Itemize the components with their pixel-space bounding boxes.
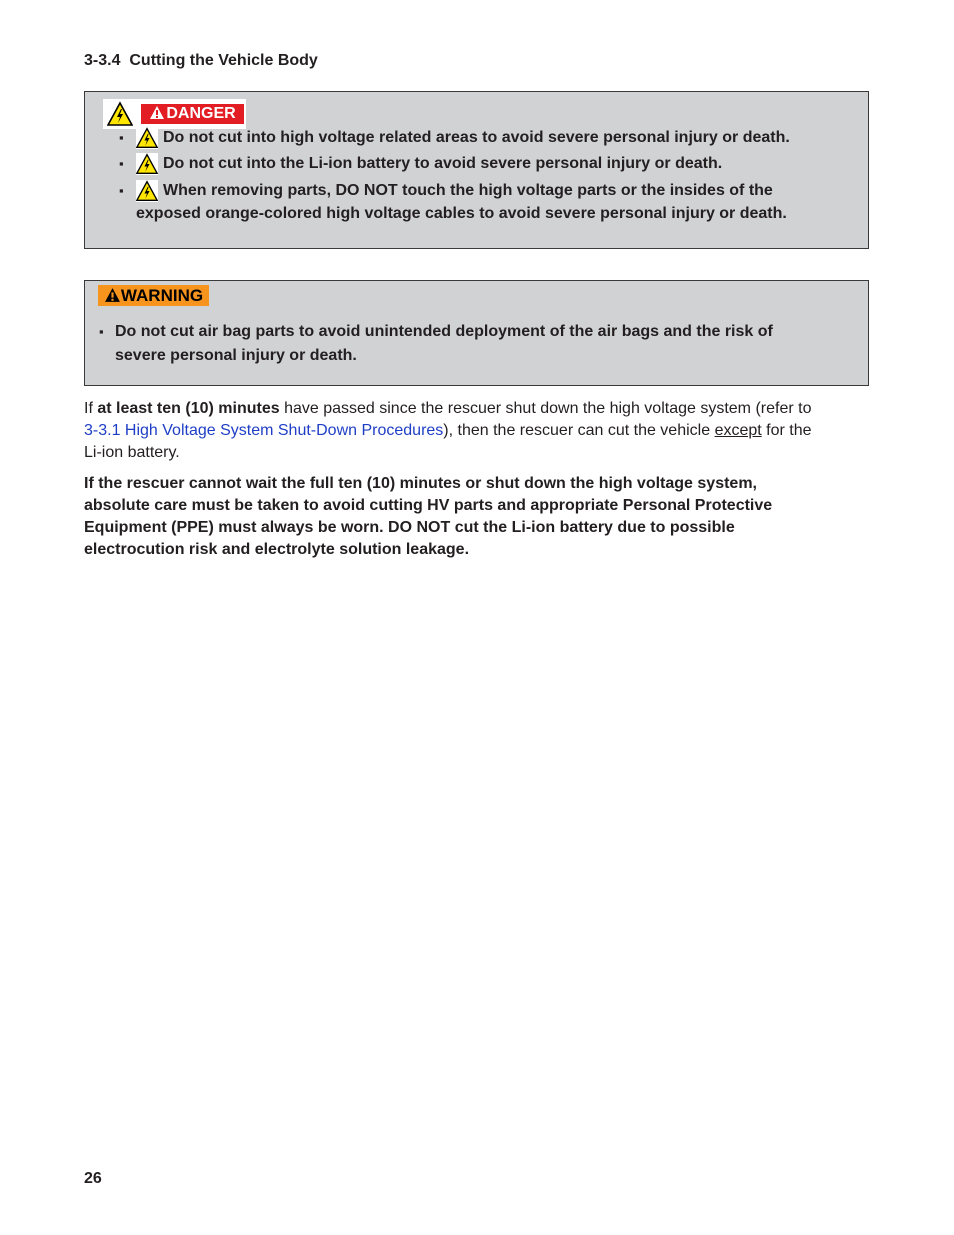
section-heading: [84, 52, 318, 70]
high-voltage-icon: [136, 127, 158, 149]
high-voltage-icon: [136, 153, 158, 175]
bullet: ▪: [99, 324, 104, 339]
bullet: ▪: [119, 183, 124, 198]
warning-label: WARNING: [98, 285, 209, 306]
alert-triangle-icon: [104, 287, 121, 303]
danger-header: [103, 99, 246, 129]
section-title: Cutting the Vehicle Body: [129, 52, 318, 69]
bullet: ▪: [119, 130, 124, 145]
high-voltage-icon: [136, 180, 158, 202]
procedure-link[interactable]: 3-3.1 High Voltage System Shut-Down Procedures: [84, 422, 444, 439]
danger-box: DANGER ▪ Do not cut into high voltage related areas to avoid severe personal injury or death. ▪ Do not cut into the Li-ion battery to avoid severe personal injury or death. ▪ When removing parts, DO NOT touch the high voltage parts or the insides of the exposed orange-colored high voltage cables to avoid severe personal injury or death.: [84, 91, 869, 249]
page-number: 26: [84, 1170, 102, 1187]
body-paragraph-1: If at least ten (10) minutes have passed since the rescuer shut down the high voltage system (refer to 3-3.1 High Voltage System Shut-Down Procedures), then the rescuer can cut the vehicle except for the Li-ion battery.: [84, 400, 812, 461]
bullet: ▪: [119, 156, 124, 171]
body-paragraph-2: If the rescuer cannot wait the full ten (10) minutes or shut down the high voltage system, absolute care must be taken to avoid cutting HV parts and appropriate Personal Protective Equipment (PPE) must always be worn. DO NOT cut the Li-ion battery due to possible electrocution risk and electrolyte solution leakage.: [84, 475, 773, 558]
high-voltage-icon: [107, 101, 133, 127]
alert-triangle-icon: [149, 105, 165, 120]
warning-box: WARNING ▪ Do not cut air bag parts to avoid unintended deployment of the air bags and the risk of severe personal injury or death.: [84, 280, 869, 386]
danger-label: DANGER: [141, 104, 244, 124]
section-number: 3-3.4: [84, 52, 121, 69]
